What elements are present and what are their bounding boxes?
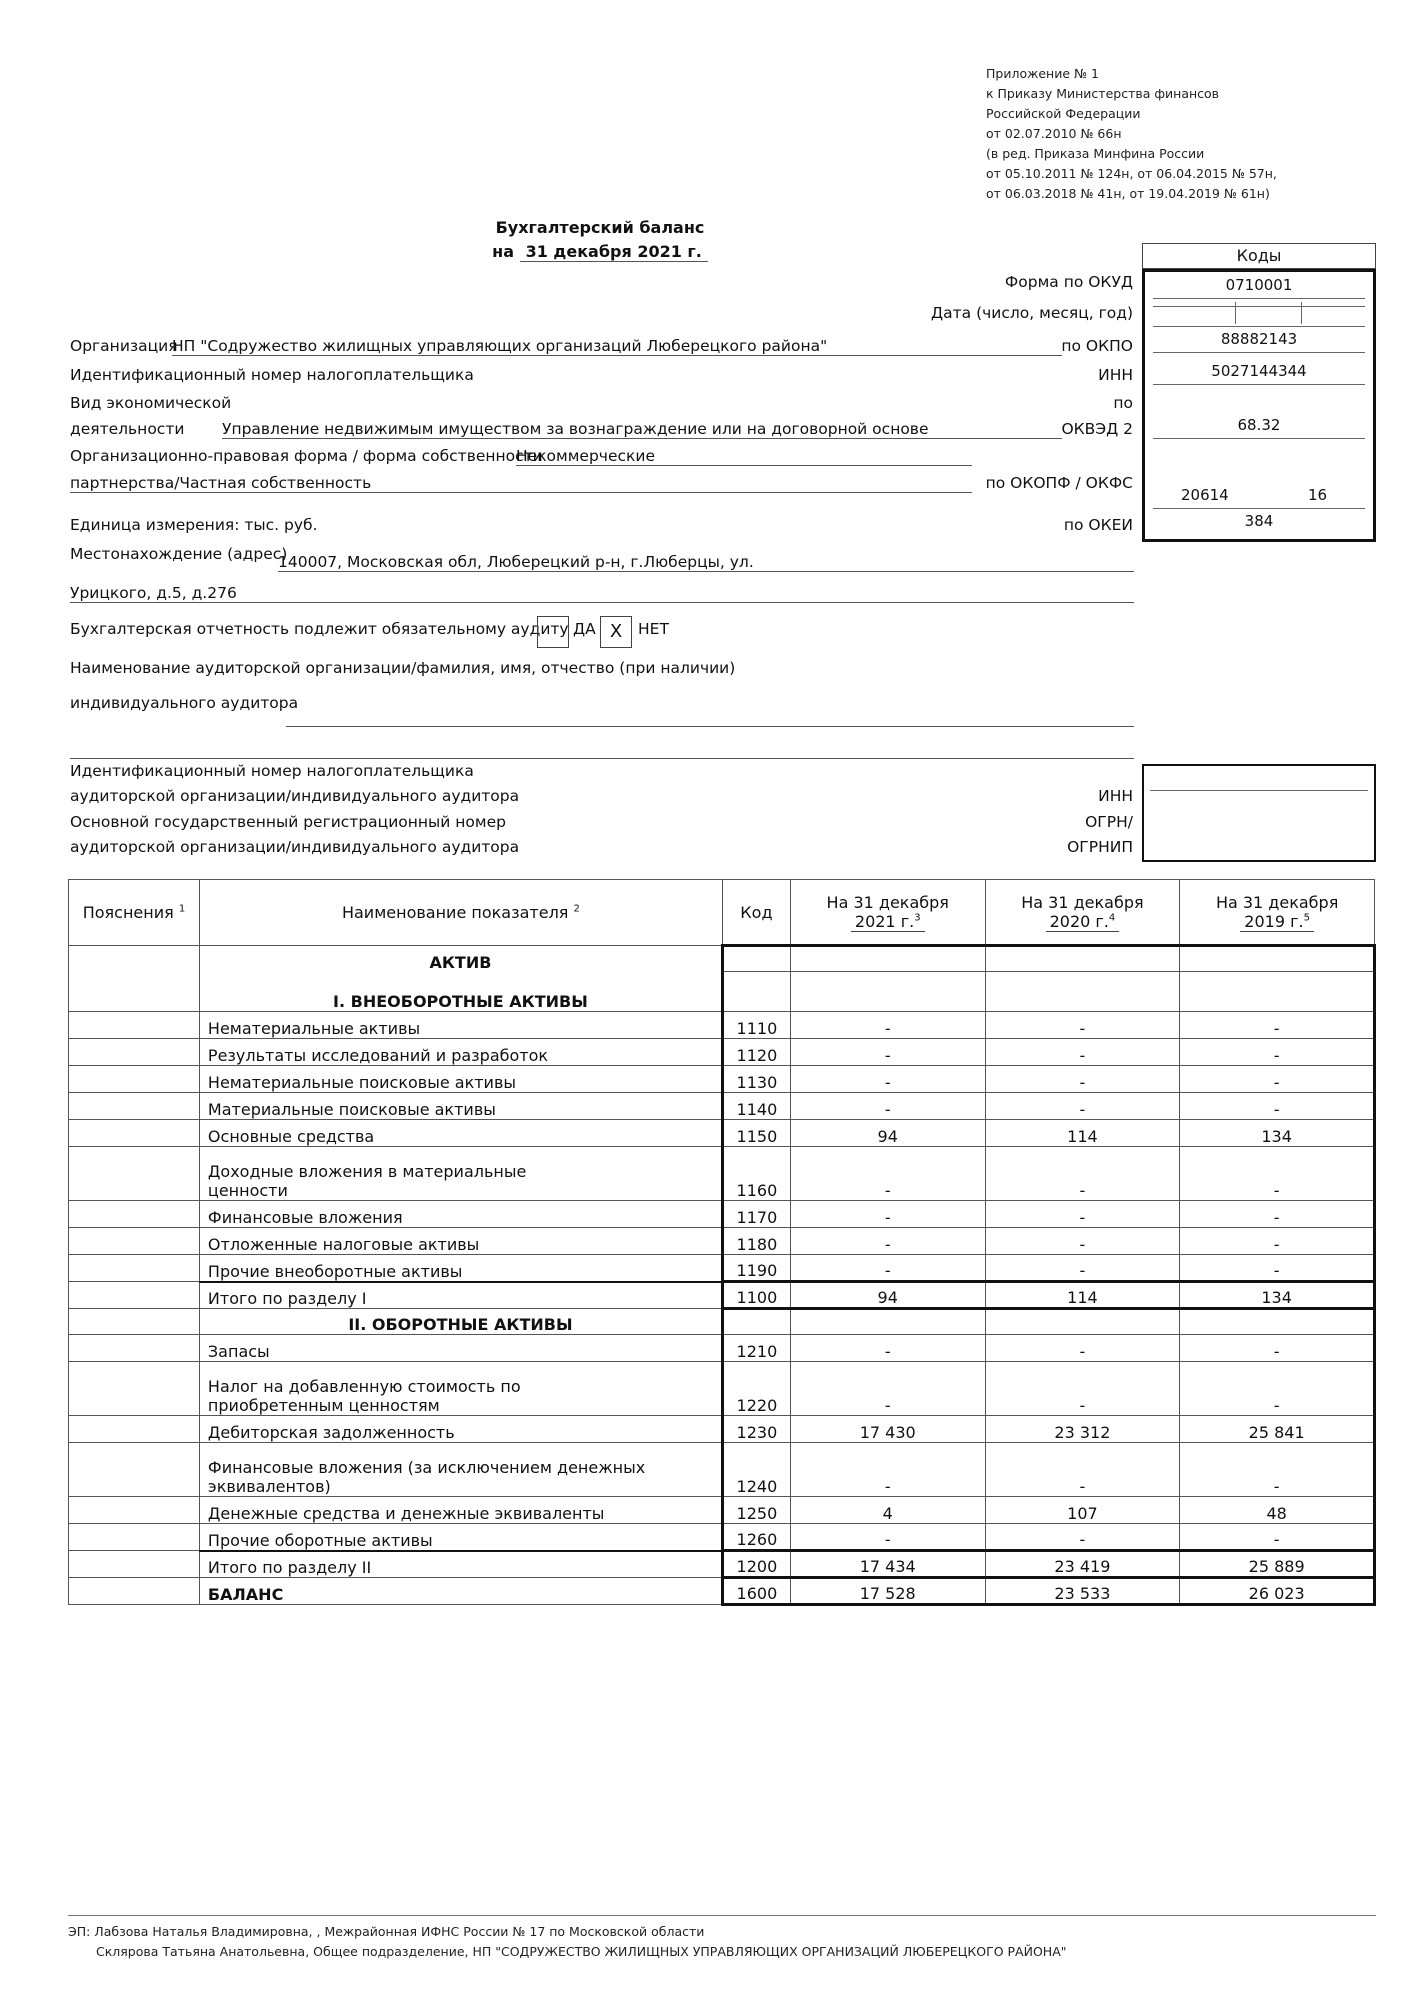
auditor-name-line: [286, 726, 1134, 727]
okved-value: 68.32: [1237, 416, 1281, 434]
code-cell: [722, 946, 790, 972]
section1-rows: [69, 1012, 1375, 1282]
row-name-line: Нематериальные поисковые активы: [207, 1073, 517, 1092]
row-name-line: Материальные поисковые активы: [207, 1100, 496, 1119]
header-notes-text: Пояснения: [82, 903, 174, 922]
row-code: 1150: [722, 1120, 790, 1147]
notes-cell: [69, 946, 200, 972]
row-name: [199, 1443, 722, 1497]
unit-label: Единица измерения: тыс. руб.: [70, 516, 318, 534]
notes-cell: [69, 1012, 200, 1039]
row-code: 1250: [722, 1497, 790, 1524]
appendix-line: к Приказу Министерства финансов: [986, 86, 1220, 101]
row-value-2021: 17 430: [790, 1416, 985, 1443]
table-row: [69, 1362, 1375, 1416]
auditor-codes-box: [1142, 764, 1376, 862]
auditor-ogrn-text-2: аудиторской организации/индивидуального аудитора: [70, 838, 520, 856]
row-value-2019: 48: [1180, 1497, 1375, 1524]
section-heading-row: [69, 972, 1375, 1012]
row-value-2019: 26 023: [1180, 1578, 1375, 1605]
row-value-2021: -: [790, 1335, 985, 1362]
row-name-line: Денежные средства и денежные эквиваленты: [207, 1504, 605, 1523]
date-divider: [1235, 302, 1236, 324]
header-2021: [790, 880, 985, 946]
row-code: 1260: [722, 1524, 790, 1551]
row-value-2020: -: [985, 1147, 1180, 1201]
row-name-line: Налог на добавленную стоимость по: [207, 1377, 521, 1396]
audit-no-checkbox[interactable]: X: [600, 616, 632, 648]
appendix-note: [986, 64, 1277, 204]
row-name-line: Отложенные налоговые активы: [207, 1235, 480, 1254]
okved-label-1: по: [1113, 394, 1133, 412]
row-code: 1130: [722, 1066, 790, 1093]
row-code: 1210: [722, 1335, 790, 1362]
row-value-2020: 23 312: [985, 1416, 1180, 1443]
notes-cell: [69, 1039, 200, 1066]
notes-cell: [69, 1093, 200, 1120]
row-code: 1140: [722, 1093, 790, 1120]
auditor-ogrn-text-1: Основной государственный регистрационный номер: [70, 813, 506, 831]
code-divider: [1153, 438, 1365, 439]
okpo-label: по ОКПО: [1061, 337, 1133, 355]
footnote-mark: 3: [914, 912, 921, 924]
row-value-2020: 114: [985, 1120, 1180, 1147]
value-cell: [790, 1309, 985, 1335]
value-cell: [985, 972, 1180, 1012]
org-name: НП "Содружество жилищных управляющих организаций Люберецкого района": [172, 337, 1062, 356]
row-value-2019: -: [1180, 1228, 1375, 1255]
row-value-2021: -: [790, 1147, 985, 1201]
balance-row: [69, 1578, 1375, 1605]
code-divider: [1153, 352, 1365, 353]
row-value-2021: 94: [790, 1282, 985, 1309]
row-value-2021: -: [790, 1362, 985, 1416]
table-row: [69, 1524, 1375, 1551]
notes-cell: [69, 1201, 200, 1228]
audit-yes-checkbox[interactable]: [537, 616, 569, 648]
row-code: 1170: [722, 1201, 790, 1228]
row-value-2019: -: [1180, 1255, 1375, 1282]
inn-value: 5027144344: [1211, 362, 1307, 380]
activity-value: Управление недвижимым имуществом за вознаграждение или на договорной основе: [222, 420, 1062, 439]
auditor-name-label-1: Наименование аудиторской организации/фамилия, имя, отчество (при наличии): [70, 659, 736, 677]
address-line-2: Урицкого, д.5, д.276: [70, 584, 1134, 603]
row-value-2020: 23 533: [985, 1578, 1180, 1605]
auditor-ogrn-code-1: ОГРН/: [1085, 813, 1133, 831]
header-code: Код: [722, 880, 790, 946]
row-code: 1180: [722, 1228, 790, 1255]
row-value-2020: -: [985, 1443, 1180, 1497]
row-code: 1160: [722, 1147, 790, 1201]
row-value-2020: -: [985, 1255, 1180, 1282]
document-title: Бухгалтерский баланс: [495, 218, 705, 237]
row-value-2020: 23 419: [985, 1551, 1180, 1578]
table-row: [69, 1147, 1375, 1201]
notes-cell: [69, 1443, 200, 1497]
row-value-2021: -: [790, 1066, 985, 1093]
okud-value: 0710001: [1225, 276, 1293, 294]
okopf-value: 20614: [1181, 486, 1229, 504]
footnote-mark: 2: [573, 903, 580, 915]
value-cell: [985, 946, 1180, 972]
header-col-top: На 31 декабря: [1021, 892, 1144, 912]
row-name-line: Нематериальные активы: [207, 1019, 421, 1038]
row-value-2021: 17 434: [790, 1551, 985, 1578]
header-name-text: Наименование показателя: [341, 903, 569, 922]
table-row: [69, 1497, 1375, 1524]
row-code: 1200: [722, 1551, 790, 1578]
row-value-2021: -: [790, 1524, 985, 1551]
notes-cell: [69, 1362, 200, 1416]
row-value-2020: -: [985, 1524, 1180, 1551]
row-name: [199, 1201, 722, 1228]
row-name: [199, 1066, 722, 1093]
notes-cell: [69, 1551, 200, 1578]
row-value-2019: -: [1180, 1012, 1375, 1039]
notes-cell: [69, 1578, 200, 1605]
opf-value-2: партнерства/Частная собственность: [70, 474, 972, 493]
activity-label-2: деятельности: [70, 420, 185, 438]
table-row: [69, 1201, 1375, 1228]
header-name: [199, 880, 722, 946]
row-name: [199, 1497, 722, 1524]
row-name: Итого по разделу I: [199, 1282, 722, 1309]
row-name-line: Прочие оборотные активы: [207, 1530, 433, 1550]
table-row: [69, 1066, 1375, 1093]
okpo-value: 88882143: [1220, 330, 1298, 348]
row-name-line: Дебиторская задолженность: [207, 1423, 455, 1442]
row-value-2020: -: [985, 1012, 1180, 1039]
signature-line-2: Склярова Татьяна Анатольевна, Общее подразделение, НП "СОДРУЖЕСТВО ЖИЛИЩНЫХ УПРАВЛЯЮЩИХ ОРГАНИЗАЦИЙ ЛЮБЕРЕЦКОГО РАЙОНА": [96, 1944, 1067, 1959]
row-value-2019: -: [1180, 1335, 1375, 1362]
code-divider: [1153, 508, 1365, 509]
auditor-ogrn-code-2: ОГРНИП: [1067, 838, 1133, 856]
row-name: [199, 1093, 722, 1120]
value-cell: [985, 1309, 1180, 1335]
row-value-2021: -: [790, 1093, 985, 1120]
row-value-2020: -: [985, 1066, 1180, 1093]
appendix-line: от 05.10.2011 № 124н, от 06.04.2015 № 57н,: [986, 166, 1277, 181]
date-value: 31 декабря 2021 г.: [520, 242, 708, 262]
appendix-line: Российской Федерации: [986, 106, 1141, 121]
year-text: 2019 г.: [1244, 911, 1304, 931]
table-row: [69, 1039, 1375, 1066]
row-name-line: Доходные вложения в материальные: [207, 1162, 527, 1181]
row-value-2019: -: [1180, 1147, 1375, 1201]
header-2019: [1180, 880, 1375, 946]
row-name: [199, 1039, 722, 1066]
row-name-line: Финансовые вложения: [207, 1208, 403, 1227]
auditor-name-label-2: индивидуального аудитора: [70, 694, 299, 712]
row-code: 1120: [722, 1039, 790, 1066]
table-row: [69, 1255, 1375, 1282]
footnote-mark: 4: [1108, 912, 1116, 924]
header-2020: [985, 880, 1180, 946]
year-text: 2020 г.: [1049, 911, 1109, 931]
year-text: 2021 г.: [854, 911, 915, 931]
date-label: Дата (число, месяц, год): [931, 304, 1133, 322]
notes-cell: [69, 972, 200, 1012]
row-name-line: Запасы: [207, 1342, 270, 1361]
table-header-row: [69, 880, 1375, 946]
row-name: БАЛАНС: [199, 1578, 722, 1605]
row-name-line: Финансовые вложения (за исключением денежных: [207, 1458, 646, 1477]
code-divider: [1153, 298, 1365, 299]
audit-label: Бухгалтерская отчетность подлежит обязательному аудиту: [70, 620, 569, 638]
header-col-top: На 31 декабря: [1215, 892, 1339, 912]
code-cell: [722, 1309, 790, 1335]
row-name-line: ценности: [207, 1181, 288, 1200]
notes-cell: [69, 1309, 200, 1335]
section-heading-row: [69, 946, 1375, 972]
code-divider: [1153, 326, 1365, 327]
header-notes: [69, 880, 200, 946]
row-value-2019: -: [1180, 1093, 1375, 1120]
row-value-2020: -: [985, 1228, 1180, 1255]
value-cell: [790, 946, 985, 972]
row-name-line: Основные средства: [207, 1127, 375, 1146]
row-value-2021: 94: [790, 1120, 985, 1147]
row-code: 1600: [722, 1578, 790, 1605]
date-prefix: на: [492, 242, 514, 261]
row-name: [199, 1362, 722, 1416]
row-value-2021: -: [790, 1039, 985, 1066]
row-value-2020: -: [985, 1039, 1180, 1066]
row-name: [199, 1335, 722, 1362]
okfs-value: 16: [1308, 486, 1328, 504]
aktiv-heading: АКТИВ: [199, 946, 722, 972]
header-col-top: На 31 декабря: [826, 892, 949, 912]
signature-line-1: ЭП: Лабзова Наталья Владимировна, , Межрайонная ИФНС России № 17 по Московской области: [68, 1924, 705, 1939]
okved-label-2: ОКВЭД 2: [1061, 420, 1133, 438]
header-col-year: [851, 912, 925, 932]
row-name: [199, 1255, 722, 1282]
notes-cell: [69, 1120, 200, 1147]
row-value-2019: -: [1180, 1039, 1375, 1066]
row-value-2019: 25 841: [1180, 1416, 1375, 1443]
row-value-2020: -: [985, 1093, 1180, 1120]
row-value-2021: -: [790, 1201, 985, 1228]
row-value-2020: 107: [985, 1497, 1180, 1524]
address-line-1: 140007, Московская обл, Люберецкий р-н, г.Люберцы, ул.: [278, 553, 1134, 572]
org-label: Организация: [70, 337, 178, 355]
notes-cell: [69, 1282, 200, 1309]
audit-yes-label: ДА: [573, 620, 596, 638]
row-value-2021: 4: [790, 1497, 985, 1524]
row-value-2020: -: [985, 1201, 1180, 1228]
table-row: [69, 1093, 1375, 1120]
row-name: Итого по разделу II: [199, 1551, 722, 1578]
balance-table: [68, 879, 1376, 1606]
notes-cell: [69, 1228, 200, 1255]
row-code: 1220: [722, 1362, 790, 1416]
value-cell: [1180, 946, 1375, 972]
section-heading-row: [69, 1309, 1375, 1335]
opf-label: Организационно-правовая форма / форма собственности: [70, 447, 543, 465]
notes-cell: [69, 1416, 200, 1443]
code-cell: [722, 972, 790, 1012]
row-code: 1110: [722, 1012, 790, 1039]
auditor-inn-code: ИНН: [1098, 787, 1133, 805]
row-value-2020: -: [985, 1335, 1180, 1362]
appendix-line: (в ред. Приказа Минфина России: [986, 146, 1205, 161]
auditor-inn-text-1: Идентификационный номер налогоплательщика: [70, 762, 474, 780]
notes-cell: [69, 1524, 200, 1551]
address-label: Местонахождение (адрес): [70, 545, 288, 563]
value-cell: [1180, 1309, 1375, 1335]
row-code: 1190: [722, 1255, 790, 1282]
row-value-2020: 114: [985, 1282, 1180, 1309]
notes-cell: [69, 1066, 200, 1093]
row-name: [199, 1416, 722, 1443]
notes-cell: [69, 1497, 200, 1524]
row-code: 1230: [722, 1416, 790, 1443]
table-row: [69, 1416, 1375, 1443]
table-row: [69, 1012, 1375, 1039]
row-name: [199, 1228, 722, 1255]
signature-footer: [68, 1915, 1376, 1962]
opf-value-1: Некоммерческие: [516, 447, 972, 466]
table-row: [69, 1335, 1375, 1362]
row-code: 1240: [722, 1443, 790, 1497]
appendix-line: от 02.07.2010 № 66н: [986, 126, 1122, 141]
row-value-2021: 17 528: [790, 1578, 985, 1605]
inn-label: ИНН: [1098, 366, 1133, 384]
table-row: [69, 1120, 1375, 1147]
row-name-line: приобретенным ценностям: [207, 1396, 440, 1415]
taxpayer-id-label: Идентификационный номер налогоплательщика: [70, 366, 474, 384]
row-value-2021: -: [790, 1228, 985, 1255]
table-row: [69, 1443, 1375, 1497]
table-row: [69, 1228, 1375, 1255]
row-name: [199, 1120, 722, 1147]
footnote-mark: 5: [1303, 912, 1310, 924]
row-name-line: эквивалентов): [207, 1477, 331, 1496]
row-value-2019: -: [1180, 1443, 1375, 1497]
footnote-mark: 1: [178, 903, 186, 915]
row-value-2019: 25 889: [1180, 1551, 1375, 1578]
value-cell: [1180, 972, 1375, 1012]
section2-rows: [69, 1335, 1375, 1551]
auditor-inn-text-2: аудиторской организации/индивидуального аудитора: [70, 787, 520, 805]
row-value-2019: 134: [1180, 1282, 1375, 1309]
row-value-2019: -: [1180, 1201, 1375, 1228]
row-name-line: Прочие внеоборотные активы: [207, 1261, 463, 1281]
document-date: [360, 242, 840, 261]
section1-total-row: [69, 1282, 1375, 1309]
notes-cell: [69, 1335, 200, 1362]
row-value-2019: -: [1180, 1066, 1375, 1093]
section2-total-row: [69, 1551, 1375, 1578]
appendix-line: Приложение № 1: [986, 66, 1099, 81]
row-name: [199, 1012, 722, 1039]
activity-label-1: Вид экономической: [70, 394, 232, 412]
section1-heading: I. ВНЕОБОРОТНЫЕ АКТИВЫ: [199, 972, 722, 1012]
section2-heading: II. ОБОРОТНЫЕ АКТИВЫ: [199, 1309, 722, 1335]
codes-header: Коды: [1142, 243, 1376, 269]
row-value-2021: -: [790, 1012, 985, 1039]
row-value-2021: -: [790, 1255, 985, 1282]
audit-no-label: НЕТ: [638, 620, 669, 638]
okei-value: 384: [1244, 512, 1274, 530]
appendix-line: от 06.03.2018 № 41н, от 19.04.2019 № 61н): [986, 186, 1270, 201]
row-name: [199, 1524, 722, 1551]
row-name: [199, 1147, 722, 1201]
code-divider: [1153, 384, 1365, 385]
row-name-line: Результаты исследований и разработок: [207, 1046, 549, 1065]
row-value-2021: -: [790, 1443, 985, 1497]
row-value-2019: -: [1180, 1524, 1375, 1551]
value-cell: [790, 972, 985, 1012]
row-value-2020: -: [985, 1362, 1180, 1416]
header-col-year: [1240, 912, 1314, 932]
header-col-year: [1046, 912, 1120, 932]
row-value-2019: 134: [1180, 1120, 1375, 1147]
row-code: 1100: [722, 1282, 790, 1309]
code-divider: [1153, 306, 1365, 307]
code-divider: [1150, 790, 1368, 791]
notes-cell: [69, 1147, 200, 1201]
auditor-name-line-2: [70, 758, 1134, 759]
okopf-label: по ОКОПФ / ОКФС: [985, 474, 1133, 492]
codes-box: [1142, 269, 1376, 542]
notes-cell: [69, 1255, 200, 1282]
okud-label: Форма по ОКУД: [1004, 273, 1133, 291]
date-divider: [1301, 302, 1302, 324]
row-value-2019: -: [1180, 1362, 1375, 1416]
okei-label: по ОКЕИ: [1063, 516, 1133, 534]
